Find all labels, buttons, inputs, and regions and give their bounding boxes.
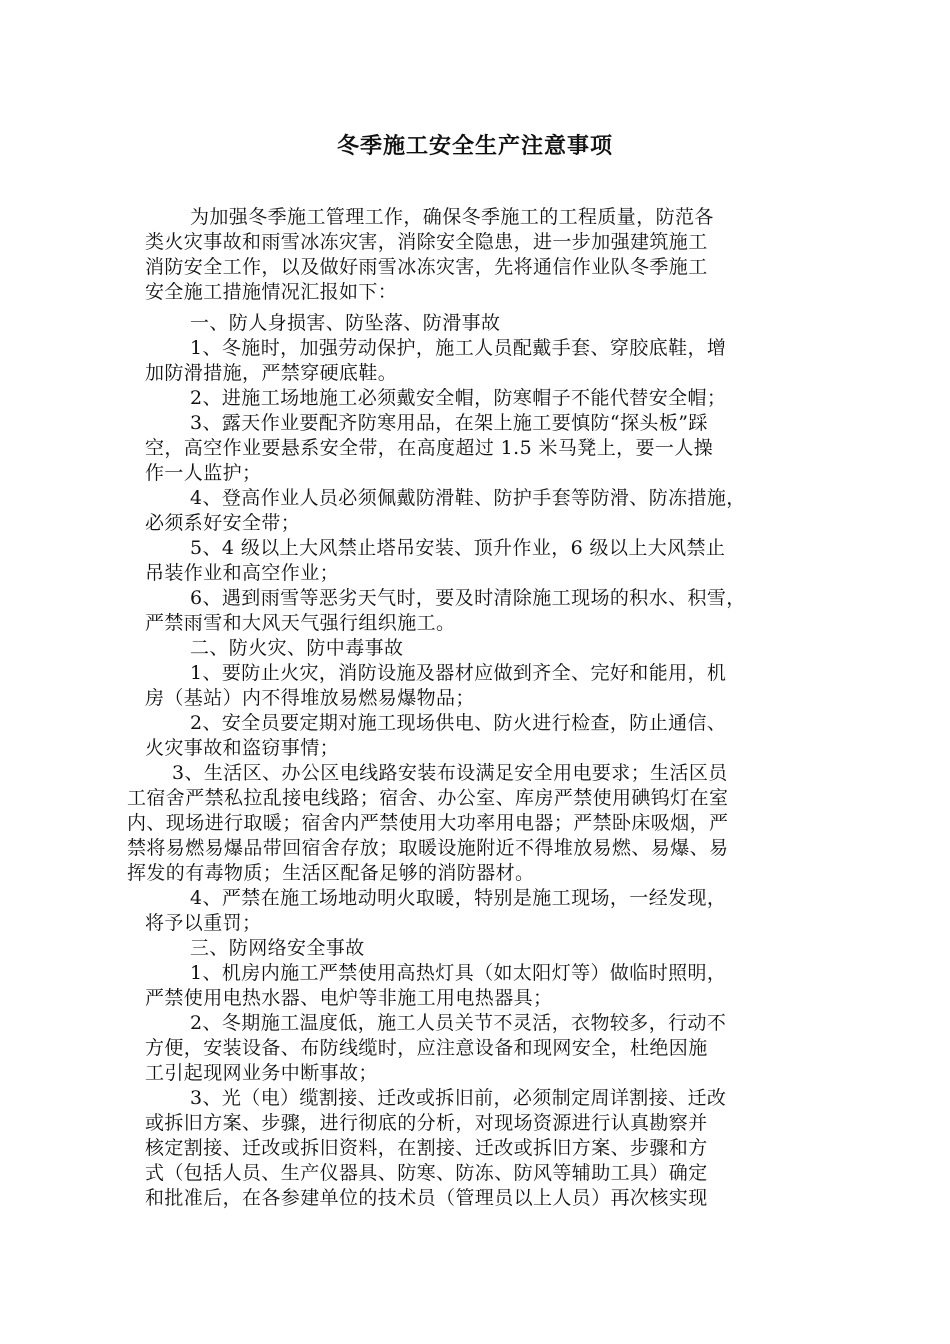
section-heading: 一、防人身损害、防坠落、防滑事故 xyxy=(190,312,501,334)
text-line: 1、机房内施工严禁使用高热灯具（如太阳灯等）做临时照明， xyxy=(190,962,727,984)
text-line: 挥发的有毒物质；生活区配备足够的消防器材。 xyxy=(127,862,535,884)
section-heading: 二、防火灾、防中毒事故 xyxy=(190,637,404,659)
text-line: 空，高空作业要悬系安全带，在高度超过 1.5 米马凳上，要一人操 xyxy=(145,437,714,459)
text-line: 工引起现网业务中断事故； xyxy=(145,1062,378,1084)
text-line: 核定割接、迁改或拆旧资料，在割接、迁改或拆旧方案、步骤和方 xyxy=(145,1137,708,1159)
text-line: 1、冬施时，加强劳动保护，施工人员配戴手套、穿胶底鞋，增 xyxy=(190,337,727,359)
text-line: 必须系好安全带； xyxy=(145,512,301,534)
text-line: 4、严禁在施工场地动明火取暖，特别是施工现场，一经发现， xyxy=(190,887,727,909)
section-heading: 三、防网络安全事故 xyxy=(190,937,365,959)
text-line: 内、现场进行取暖；宿舍内严禁使用大功率用电器；严禁卧床吸烟，严 xyxy=(127,812,729,834)
text-line: 3、露天作业要配齐防寒用品，在架上施工要慎防“探头板”踩 xyxy=(190,412,708,434)
text-line: 1、要防止火灾，消防设施及器材应做到齐全、完好和能用，机 xyxy=(190,662,727,684)
text-line: 火灾事故和盗窃事情； xyxy=(145,737,340,759)
text-line: 房（基站）内不得堆放易燃易爆物品； xyxy=(145,687,475,709)
text-line: 为加强冬季施工管理工作，确保冬季施工的工程质量，防范各 xyxy=(190,206,714,228)
text-line: 或拆旧方案、步骤，进行彻底的分析，对现场资源进行认真勘察并 xyxy=(145,1112,708,1134)
text-line: 消防安全工作，以及做好雨雪冰冻灾害，先将通信作业队冬季施工 xyxy=(145,256,708,278)
text-line: 式（包括人员、生产仪器具、防寒、防冻、防风等辅助工具）确定 xyxy=(145,1162,708,1184)
text-line: 3、生活区、办公区电线路安装布设满足安全用电要求；生活区员 xyxy=(172,762,728,784)
text-line: 加防滑措施，严禁穿硬底鞋。 xyxy=(145,362,398,384)
text-line: 作一人监护； xyxy=(145,462,262,484)
text-line: 将予以重罚； xyxy=(145,912,262,934)
text-line: 方便，安装设备、布防线缆时，应注意设备和现网安全，杜绝因施 xyxy=(145,1037,708,1059)
text-line: 严禁雨雪和大风天气强行组织施工。 xyxy=(145,612,456,634)
text-line: 2、进施工场地施工必须戴安全帽，防寒帽子不能代替安全帽； xyxy=(190,387,727,409)
text-line: 吊装作业和高空作业； xyxy=(145,562,340,584)
text-line: 2、冬期施工温度低，施工人员关节不灵活，衣物较多，行动不 xyxy=(190,1012,727,1034)
text-line: 禁将易燃易爆品带回宿舍存放；取暖设施附近不得堆放易燃、易爆、易 xyxy=(127,837,729,859)
text-line: 5、4 级以上大风禁止塔吊安装、顶升作业，6 级以上大风禁止 xyxy=(190,537,726,559)
text-line: 类火灾事故和雨雪冰冻灾害，消除安全隐患，进一步加强建筑施工 xyxy=(145,231,708,253)
text-line: 工宿舍严禁私拉乱接电线路；宿舍、办公室、库房严禁使用碘钨灯在室 xyxy=(127,787,729,809)
text-line: 和批准后，在各参建单位的技术员（管理员以上人员）再次核实现 xyxy=(145,1187,708,1209)
text-line: 严禁使用电热水器、电炉等非施工用电热器具； xyxy=(145,987,553,1009)
text-line: 4、登高作业人员必须佩戴防滑鞋、防护手套等防滑、防冻措施， xyxy=(190,487,746,509)
text-line: 2、安全员要定期对施工现场供电、防火进行检查，防止通信、 xyxy=(190,712,727,734)
text-line: 安全施工措施情况汇报如下： xyxy=(145,281,398,303)
text-line: 6、遇到雨雪等恶劣天气时，要及时清除施工现场的积水、积雪， xyxy=(190,587,746,609)
text-line: 3、光（电）缆割接、迁改或拆旧前，必须制定周详割接、迁改 xyxy=(190,1087,727,1109)
document-title: 冬季施工安全生产注意事项 xyxy=(336,134,613,159)
